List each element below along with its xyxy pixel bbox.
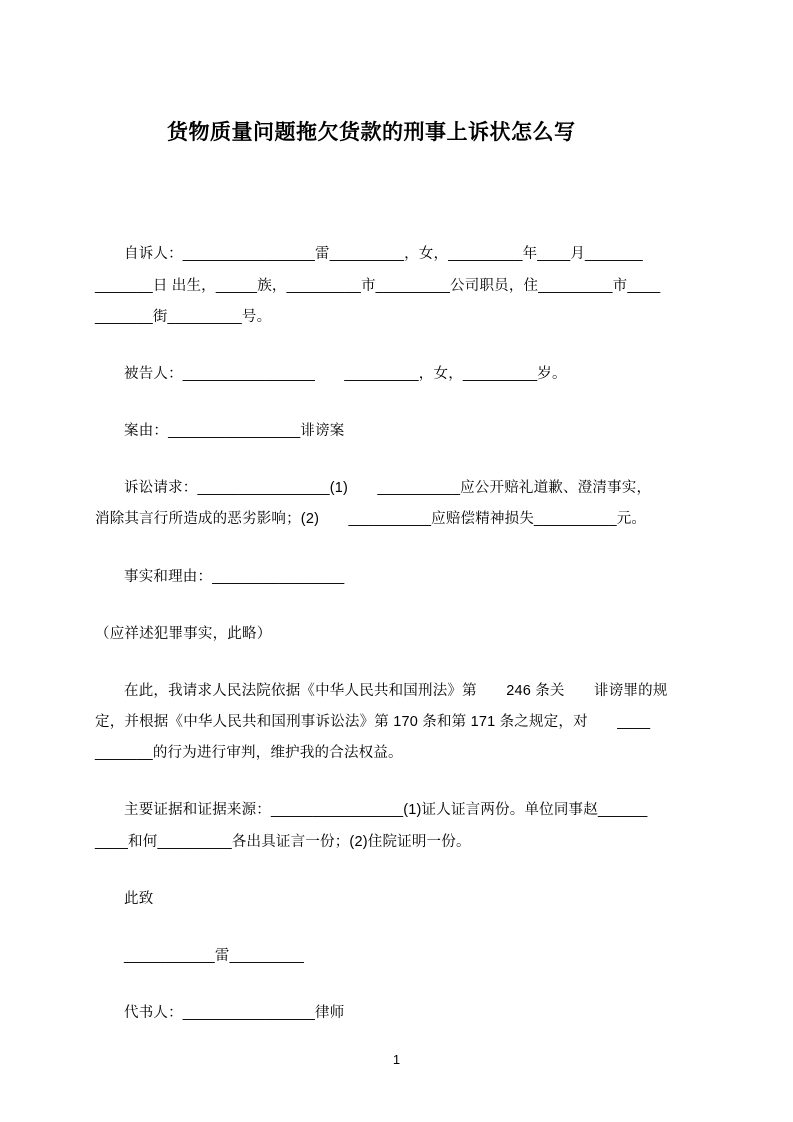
spacer-after-cause [95,447,703,473]
spacer-after-request [95,769,703,795]
spacer-after-signature [95,972,703,998]
evidence-line-2: ____和何_________各出具证言一份；(2)住院证明一份。 [95,833,471,850]
case-cause-line: 案由：________________诽谤案 [124,423,345,440]
page-number: 1 [392,1052,401,1067]
document-body [95,118,703,1029]
spacer-after-defendant [95,390,703,416]
spacer-after-plaintiff [95,333,703,359]
claim-line-1: 诉讼请求：________________(1) __________应公开赔礼道歉、澄清事实， [124,480,652,497]
title-spacer [95,147,703,239]
request-line-1: 在此，我请求人民法院依据《中华人民共和国刑法》第 246 条关 诽谤罪的规 [124,682,668,699]
spacer-after-claim [95,536,703,562]
plaintiff-line-1: 自诉人：________________雷_________，女，_________年____月_______ [124,246,643,263]
agent-line: 代书人：________________律师 [124,1005,345,1022]
facts-note: （应祥述犯罪事实，此略） [95,625,272,642]
plaintiff-line-2: _______日 出生，_____族，_________市_________公司职员，住_________市____ [95,277,661,294]
spacer-after-note [95,650,703,676]
page-title: 货物质量问题拖欠货款的刑事上诉状怎么写 [167,121,576,144]
plaintiff-line-3: _______街_________号。 [95,308,272,325]
spacer-after-evidence [95,858,703,884]
spacer-after-closing [95,915,703,941]
facts-reasons-line: 事实和理由：________________ [124,568,345,585]
claim-line-2: 消除其言行所造成的恶劣影响；(2) __________应赔偿精神损失__________元。 [95,511,647,528]
evidence-line-1: 主要证据和证据来源：________________(1)证人证言两份。单位同事赵______ [124,802,648,819]
request-line-3: _______的行为进行审判，维护我的合法权益。 [95,745,403,762]
closing-line: 此致 [124,890,154,907]
signature-line: ___________雷_________ [124,947,304,964]
defendant-line: 被告人：________________ _________，女，_________岁。 [124,365,567,382]
spacer-after-facts [95,593,703,619]
request-line-2: 定，并根据《中华人民共和国刑事诉讼法》第 170 条和第 171 条之规定，对 ____ [95,714,651,731]
